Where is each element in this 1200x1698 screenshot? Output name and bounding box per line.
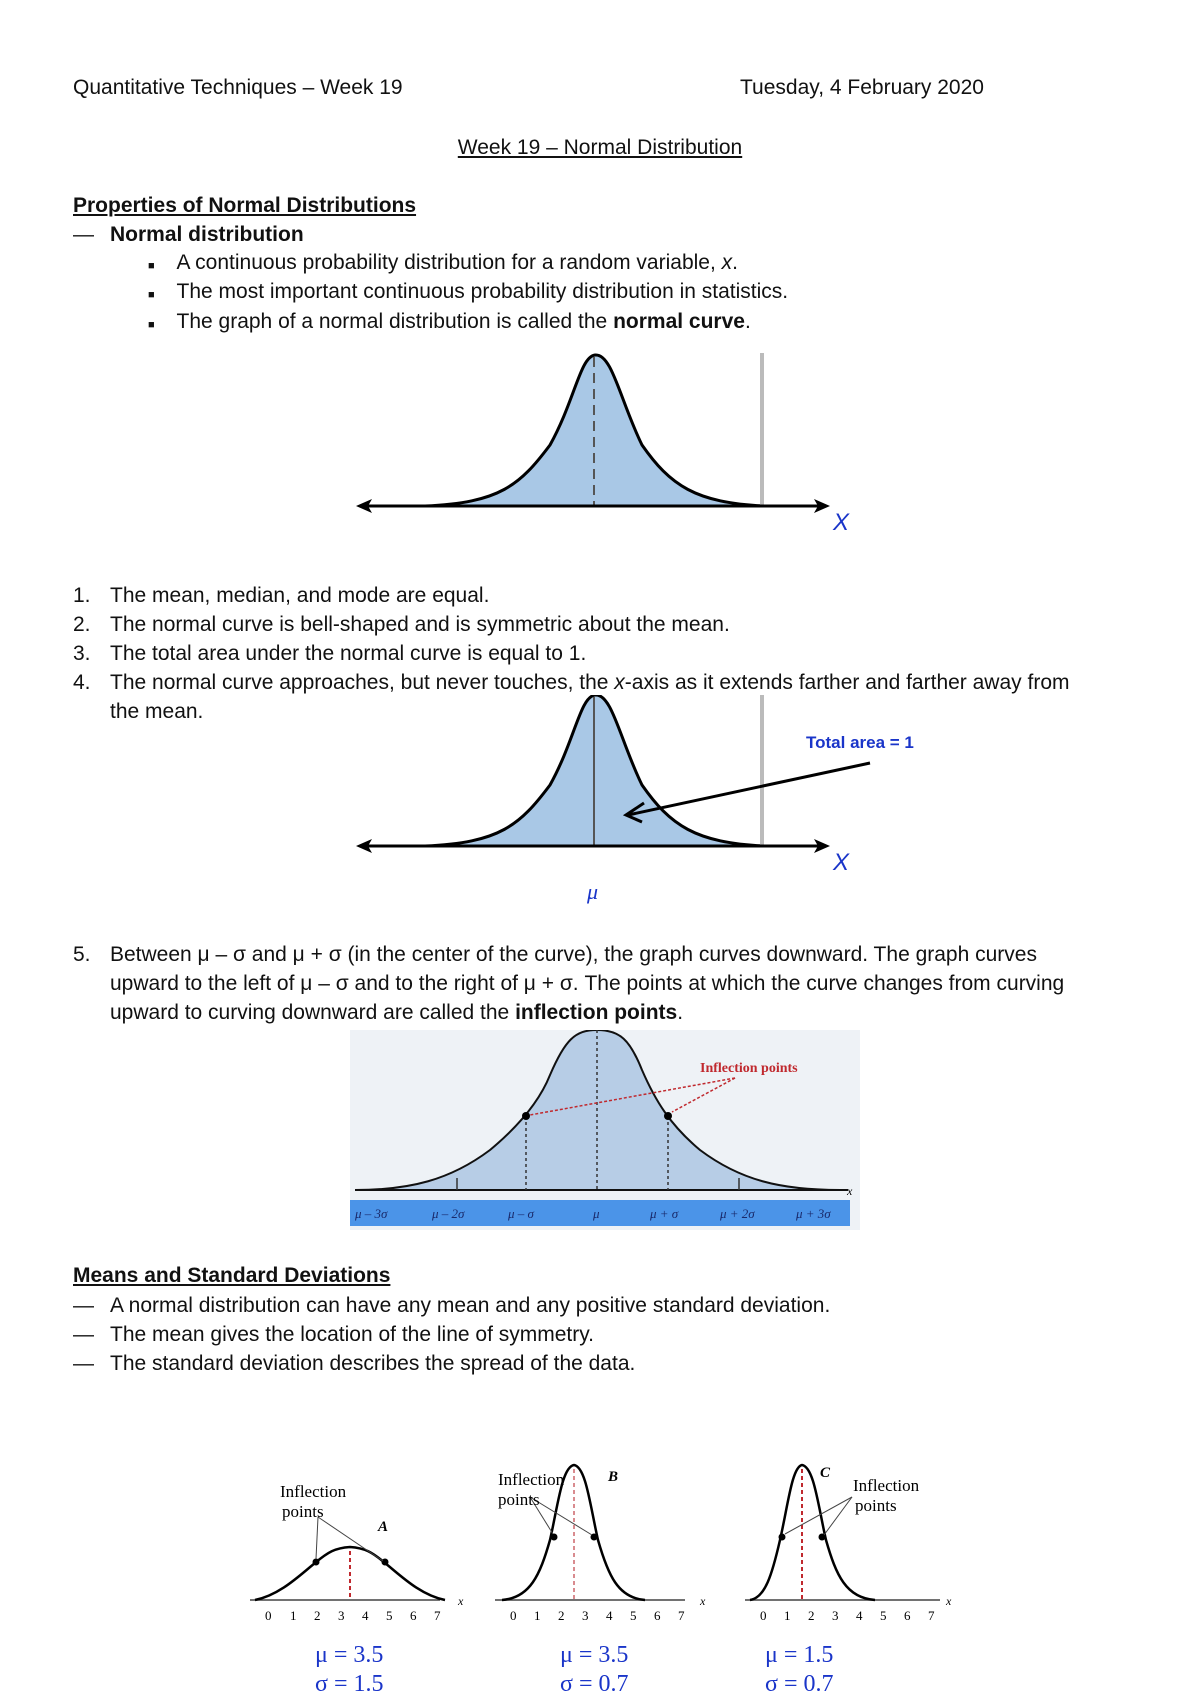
letter-c: C	[820, 1465, 831, 1481]
tick: 4	[606, 1608, 613, 1623]
property-1: The mean, median, and mode are equal.	[110, 584, 490, 607]
course-header: Quantitative Techniques – Week 19	[73, 76, 403, 99]
label-a-line1: Inflection	[280, 1482, 347, 1501]
tick: 3	[582, 1608, 589, 1623]
axis-var-b: x	[700, 1594, 706, 1608]
property-5-text: upward to curving downward are called the	[110, 1001, 516, 1024]
property-5-line-2: upward to the left of μ – σ and to the right of μ + σ. The points at which the curve changes from curving	[110, 972, 1065, 995]
property-4-num: 4.	[73, 671, 91, 694]
ticks-c	[760, 1608, 935, 1623]
mu-c: μ = 1.5	[765, 1642, 834, 1668]
dash-marker: —	[73, 1352, 94, 1375]
tick: 6	[410, 1608, 417, 1623]
property-4	[110, 670, 1070, 696]
mu-b: μ = 3.5	[560, 1642, 629, 1668]
property-1-num: 1.	[73, 584, 91, 607]
sigma-a: σ = 1.5	[315, 1671, 384, 1695]
bullet-strong: normal curve	[613, 310, 745, 333]
inflection-point-right	[664, 1112, 672, 1120]
tick-label: μ + 3σ	[796, 1206, 831, 1221]
tick-label: μ – σ	[508, 1206, 534, 1221]
bullet-3	[148, 309, 751, 338]
bullet-end: .	[732, 251, 738, 274]
normal-curve-figure-2	[350, 695, 950, 905]
inflection-label: Inflection points	[700, 1061, 798, 1076]
label-c-line1: Inflection	[853, 1476, 920, 1495]
bullet-glyph: ■	[148, 260, 155, 272]
pointer-a-left	[316, 1517, 318, 1559]
tick: 7	[434, 1608, 441, 1623]
mu-a: μ = 3.5	[315, 1642, 384, 1668]
inflection-figure	[350, 1030, 860, 1230]
axis-var-c: x	[946, 1594, 952, 1608]
tick: 3	[338, 1608, 345, 1623]
bullet-1	[148, 250, 738, 279]
axis-label-x: X	[833, 849, 850, 876]
bullet-glyph: ■	[148, 319, 155, 331]
bullet-var: x	[721, 251, 733, 274]
curve-b-group	[495, 1465, 706, 1695]
property-4-text-b: -axis as it extends farther and farther away from	[624, 671, 1070, 694]
tick: 5	[880, 1608, 887, 1623]
tick: 1	[290, 1608, 297, 1623]
inflection-point-left	[522, 1112, 530, 1120]
bullet-text: The graph of a normal distribution is called the	[176, 310, 614, 333]
means-item-3: The standard deviation describes the spread of the data.	[110, 1352, 636, 1375]
means-item-1: A normal distribution can have any mean and any positive standard deviation.	[110, 1294, 831, 1317]
section-heading-properties: Properties of Normal Distributions	[73, 194, 417, 217]
curve-a-group	[250, 1482, 464, 1695]
property-5-line-1: Between μ – σ and μ + σ (in the center of the curve), the graph curves downward. The graph curves	[110, 943, 1037, 966]
inflection-c-left	[779, 1534, 786, 1541]
axis-label-x: X	[833, 509, 850, 535]
tick-label-band	[350, 1200, 850, 1226]
property-5-line-3	[110, 1000, 683, 1026]
ticks-b	[510, 1608, 685, 1623]
tick: 0	[265, 1608, 272, 1623]
property-5-num: 5.	[73, 943, 91, 966]
dash-marker: —	[73, 223, 94, 246]
label-b-line2: points	[498, 1490, 540, 1509]
date-header: Tuesday, 4 February 2020	[740, 76, 984, 99]
page-title: Week 19 – Normal Distribution	[457, 136, 743, 159]
inflection-a-right	[382, 1559, 389, 1566]
tick: 0	[760, 1608, 767, 1623]
bullet-text: A continuous probability distribution for a random variable,	[176, 251, 722, 274]
label-c-line2: points	[855, 1496, 897, 1515]
bullet-end: .	[744, 310, 751, 333]
dash-marker: —	[73, 1294, 94, 1317]
axis-var-a: x	[458, 1594, 464, 1608]
item-title: Normal distribution	[110, 223, 304, 246]
property-4-cont: the mean.	[110, 700, 204, 723]
property-4-text: The normal curve approaches, but never touches, the	[110, 671, 615, 694]
pointer-c-right	[824, 1497, 852, 1535]
tick-label: μ + σ	[650, 1206, 679, 1221]
means-item-2: The mean gives the location of the line of symmetry.	[110, 1323, 595, 1346]
tick: 1	[784, 1608, 791, 1623]
section-heading-means: Means and Standard Deviations	[73, 1264, 391, 1287]
tick: 2	[558, 1608, 565, 1623]
bullet-2	[148, 279, 788, 308]
property-3: The total area under the normal curve is equal to 1.	[110, 642, 587, 665]
sigma-b: σ = 0.7	[560, 1671, 629, 1695]
tick: 7	[678, 1608, 685, 1623]
tick: 4	[856, 1608, 863, 1623]
tick: 0	[510, 1608, 517, 1623]
curve-c-group	[745, 1465, 952, 1695]
tick: 3	[832, 1608, 839, 1623]
normal-curve-figure-1	[350, 345, 850, 535]
tick: 4	[362, 1608, 369, 1623]
tick: 5	[630, 1608, 637, 1623]
tick-label: μ – 3σ	[355, 1206, 388, 1221]
bullet-text: The most important continuous probability distribution in statistics.	[176, 280, 789, 303]
area-arrow-line	[628, 763, 870, 815]
tick: 6	[654, 1608, 661, 1623]
tick: 1	[534, 1608, 541, 1623]
tick: 6	[904, 1608, 911, 1623]
tick-label: μ – 2σ	[432, 1206, 465, 1221]
ticks-a	[265, 1608, 441, 1623]
tick: 2	[808, 1608, 815, 1623]
inflection-b-left	[551, 1534, 558, 1541]
total-area-label: Total area = 1	[806, 733, 914, 752]
property-2-num: 2.	[73, 613, 91, 636]
label-a-line2: points	[282, 1502, 324, 1521]
property-2: The normal curve is bell-shaped and is symmetric about the mean.	[110, 613, 730, 636]
tick: 2	[314, 1608, 321, 1623]
tick-label: μ + 2σ	[720, 1206, 755, 1221]
tick: 5	[386, 1608, 393, 1623]
dash-marker: —	[73, 1323, 94, 1346]
tick: 7	[928, 1608, 935, 1623]
sigma-c: σ = 0.7	[765, 1671, 834, 1695]
axis-var: x	[847, 1184, 853, 1198]
property-5-strong: inflection points	[515, 1001, 678, 1024]
label-b-line1: Inflection	[498, 1470, 565, 1489]
mean-label: μ	[587, 879, 599, 904]
property-4-var: x	[614, 671, 625, 694]
property-3-num: 3.	[73, 642, 91, 665]
tick-label: μ	[593, 1206, 600, 1221]
letter-a: A	[378, 1519, 389, 1535]
bullet-glyph: ■	[148, 289, 155, 301]
letter-b: B	[608, 1469, 619, 1485]
small-curves-figure	[240, 1455, 960, 1695]
property-5-end: .	[677, 1001, 684, 1024]
inflection-a-left	[313, 1559, 320, 1566]
